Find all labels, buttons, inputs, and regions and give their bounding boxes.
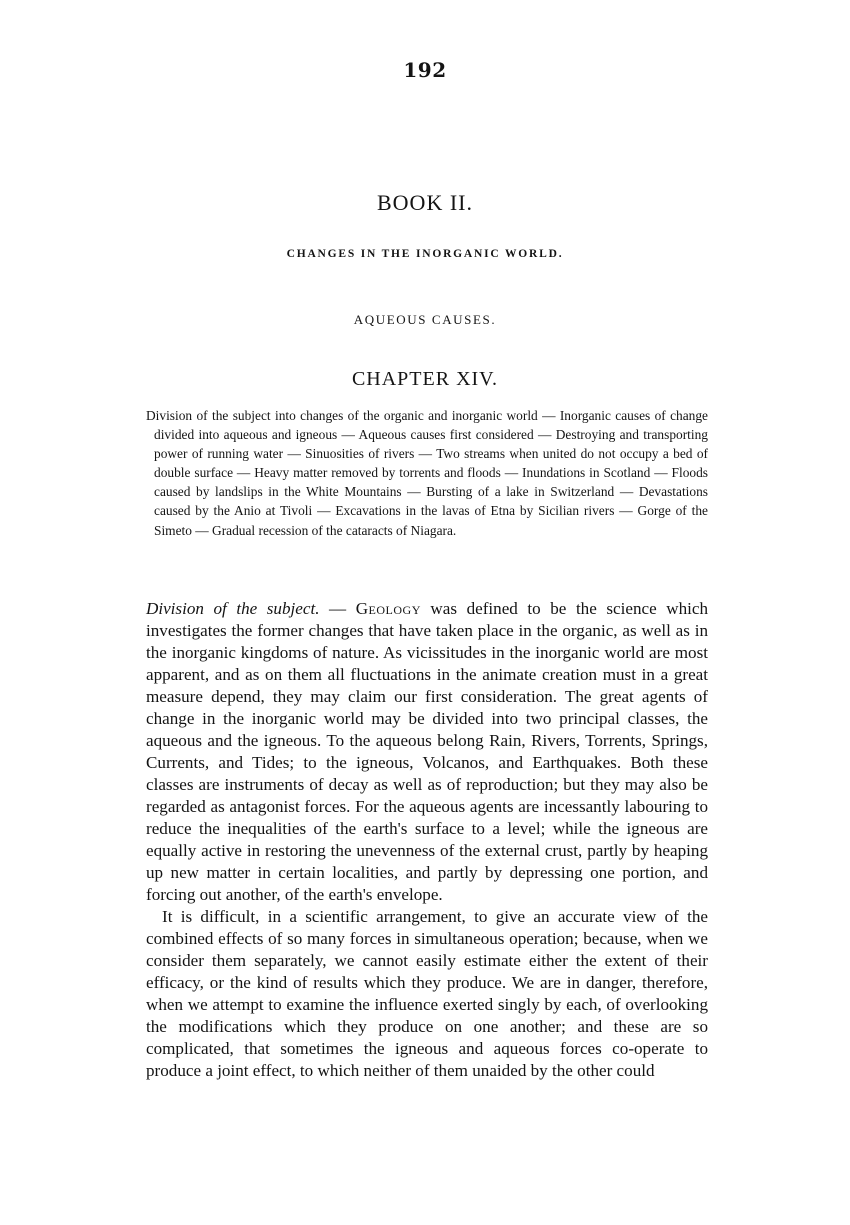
paragraph-1-text: was defined to be the science which investigates the former changes that have taken place in the organic, as well as in the inorganic kingdoms of nature. As vicissitudes in the inorganic world are most apparent, and as on them all fluctuations in the animate creation must in a great measure depend, they may claim our first consideration. The great agents of change in the inorganic world may be divided into two principal classes, the aqueous and the igneous. To the aqueous belong Rain, Rivers, Torrents, Springs, Currents, and Tides; to the igneous, Volcanos, and Earthquakes. Both these classes are instruments of decay as well as of reproduction; but they may also be regarded as antagonist forces. For the aqueous agents are incessantly labouring to reduce the inequalities of the earth's surface to a level; while the igneous are equally active in restoring the unevenness of the external crust, partly by heaping up new matter in certain localities, and partly by depressing one portion, and forcing out another, of the earth's envelope. [146, 599, 709, 904]
part-heading: CHANGES IN THE INORGANIC WORLD. [286, 248, 564, 260]
paragraph-1 [146, 598, 708, 906]
lead-dash: — [319, 599, 356, 618]
paragraph-2: It is difficult, in a scientific arrangement, to give an accurate view of the combined effects of so many forces in simultaneous operation; because, when we consider them separately, we cannot easily estimate either the extent of their efficacy, or the kind of results which they produce. We are in danger, therefore, when we attempt to examine the influence exerted singly by each, of overlooking the modifications which they produce on one another; and these are so complicated, that sometimes the igneous and aqueous forces co-operate to produce a joint effect, to which neither of them unaided by the other could [146, 907, 708, 1080]
page-number: 192 [403, 58, 447, 82]
term-geology: Geology [355, 599, 421, 618]
subpart-heading: AQUEOUS CAUSES. [353, 312, 497, 327]
chapter-summary: Division of the subject into changes of the organic and inorganic world — Inorganic causes of change divided into aqueous and igneous — Aqueous causes first considered — Destroying and transporting power of running water — Sinuosities of rivers — Two streams when united do not occupy a bed of double surface — Heavy matter removed by torrents and floods — Inundations in Scotland — Floods caused by landslips in the White Mountains — Bursting of a lake in Switzerland — Devastations caused by the Anio at Tivoli — Excavations in the lavas of Etna by Sicilian rivers — Gorge of the Simeto — Gradual recession of the cataracts of Niagara. [146, 408, 708, 538]
chapter-heading: CHAPTER XIV. [351, 368, 499, 390]
paragraph-lead: Division of the subject. [146, 599, 320, 618]
body-text [146, 598, 708, 1082]
book-heading: BOOK II. [377, 190, 473, 215]
